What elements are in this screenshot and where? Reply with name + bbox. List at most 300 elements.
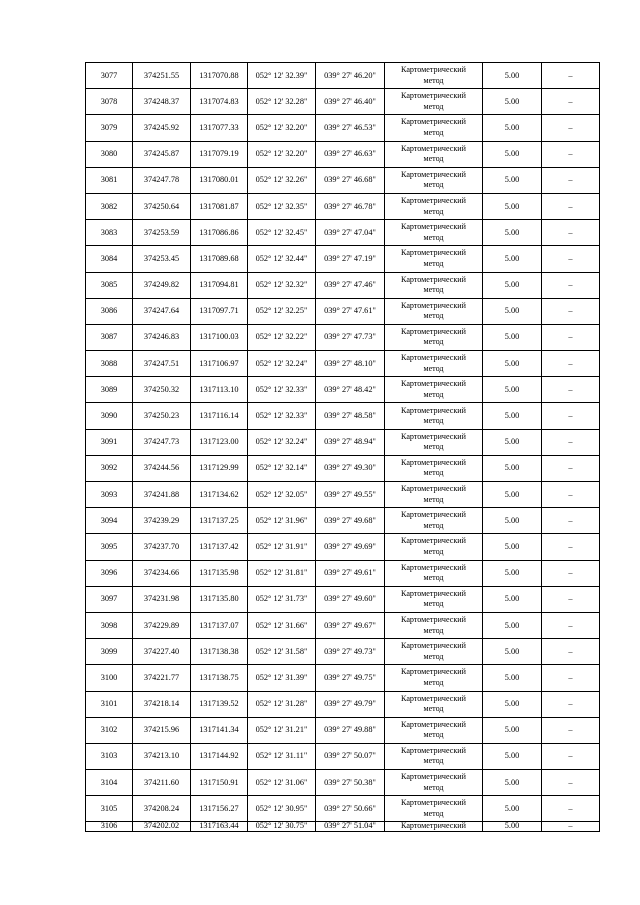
coord-x-cell: 374231.98 [133,586,191,612]
point-number-cell: 3102 [86,717,133,743]
accuracy-cell: 5.00 [483,822,542,832]
note-cell: – [542,429,600,455]
latitude-cell: 052° 12' 32.24" [248,351,316,377]
coord-x-cell: 374250.64 [133,193,191,219]
latitude-cell: 052° 12' 31.28" [248,691,316,717]
accuracy-cell: 5.00 [483,246,542,272]
method-cell [385,534,483,560]
coord-x-cell: 374250.23 [133,403,191,429]
coord-y-cell: 1317139.52 [191,691,248,717]
accuracy-cell: 5.00 [483,115,542,141]
coord-x-cell: 374248.37 [133,89,191,115]
method-line: Картометрический [401,196,466,206]
coord-y-cell: 1317135.80 [191,586,248,612]
method-line: метод [423,782,444,792]
latitude-cell: 052° 12' 31.21" [248,717,316,743]
latitude-cell: 052° 12' 32.33" [248,403,316,429]
accuracy-cell: 5.00 [483,193,542,219]
method-cell [385,508,483,534]
accuracy-cell: 5.00 [483,717,542,743]
note-cell: – [542,272,600,298]
table-row [86,455,600,481]
latitude-cell: 052° 12' 32.35" [248,193,316,219]
point-number-cell: 3084 [86,246,133,272]
table-row [86,63,600,89]
coord-y-cell: 1317137.07 [191,612,248,638]
method-cell [385,89,483,115]
table-row [86,324,600,350]
point-number-cell: 3104 [86,770,133,796]
point-number-cell: 3091 [86,429,133,455]
note-cell: – [542,167,600,193]
latitude-cell: 052° 12' 31.96" [248,508,316,534]
method-line: метод [423,651,444,661]
method-line: метод [423,416,444,426]
table-row [86,691,600,717]
longitude-cell: 039° 27' 49.60" [316,586,385,612]
accuracy-cell: 5.00 [483,220,542,246]
method-cell [385,796,483,822]
longitude-cell: 039° 27' 47.73" [316,324,385,350]
coord-x-cell: 374253.59 [133,220,191,246]
method-line: метод [423,442,444,452]
longitude-cell: 039° 27' 47.04" [316,220,385,246]
point-number-cell: 3097 [86,586,133,612]
coord-y-cell: 1317089.68 [191,246,248,272]
accuracy-cell: 5.00 [483,770,542,796]
method-cell [385,403,483,429]
longitude-cell: 039° 27' 46.63" [316,141,385,167]
longitude-cell: 039° 27' 46.20" [316,63,385,89]
coord-y-cell: 1317079.19 [191,141,248,167]
note-cell: – [542,560,600,586]
note-cell: – [542,351,600,377]
method-line: Картометрический [401,169,466,179]
accuracy-cell: 5.00 [483,403,542,429]
coord-y-cell: 1317141.34 [191,717,248,743]
latitude-cell: 052° 12' 32.32" [248,272,316,298]
table-row [86,743,600,769]
method-line: метод [423,258,444,268]
coord-x-cell: 374239.29 [133,508,191,534]
coord-y-cell: 1317138.75 [191,665,248,691]
latitude-cell: 052° 12' 32.20" [248,141,316,167]
method-cell [385,167,483,193]
method-line: метод [423,337,444,347]
accuracy-cell: 5.00 [483,612,542,638]
accuracy-cell: 5.00 [483,63,542,89]
accuracy-cell: 5.00 [483,324,542,350]
coord-x-cell: 374253.45 [133,246,191,272]
coord-x-cell: 374213.10 [133,743,191,769]
longitude-cell: 039° 27' 47.19" [316,246,385,272]
point-number-cell: 3105 [86,796,133,822]
note-cell: – [542,455,600,481]
method-cell [385,115,483,141]
coord-y-cell: 1317106.97 [191,351,248,377]
note-cell: – [542,89,600,115]
method-cell [385,586,483,612]
method-line: Картометрический [401,353,466,363]
longitude-cell: 039° 27' 49.67" [316,612,385,638]
note-cell: – [542,770,600,796]
coord-x-cell: 374227.40 [133,639,191,665]
note-cell: – [542,717,600,743]
method-line: Картометрический [401,457,466,467]
latitude-cell: 052° 12' 32.25" [248,298,316,324]
longitude-cell: 039° 27' 49.55" [316,482,385,508]
method-line: метод [423,285,444,295]
method-line: Картометрический [401,821,466,831]
method-cell [385,612,483,638]
method-line: метод [423,206,444,216]
method-cell [385,455,483,481]
method-line: Картометрический [401,274,466,284]
method-cell [385,482,483,508]
latitude-cell: 052° 12' 32.14" [248,455,316,481]
note-cell: – [542,63,600,89]
longitude-cell: 039° 27' 48.58" [316,403,385,429]
method-line: метод [423,154,444,164]
table-row [86,193,600,219]
coord-x-cell: 374245.87 [133,141,191,167]
note-cell: – [542,665,600,691]
coord-y-cell: 1317116.14 [191,403,248,429]
accuracy-cell: 5.00 [483,377,542,403]
accuracy-cell: 5.00 [483,796,542,822]
latitude-cell: 052° 12' 32.22" [248,324,316,350]
note-cell: – [542,141,600,167]
method-line: метод [423,101,444,111]
coord-y-cell: 1317094.81 [191,272,248,298]
point-number-cell: 3092 [86,455,133,481]
note-cell: – [542,639,600,665]
table-row [86,89,600,115]
method-line: метод [423,468,444,478]
method-line: Картометрический [401,405,466,415]
table-row [86,560,600,586]
method-line: Картометрический [401,667,466,677]
table-row [86,586,600,612]
method-line: метод [423,494,444,504]
method-line: метод [423,311,444,321]
coord-y-cell: 1317150.91 [191,770,248,796]
point-number-cell: 3098 [86,612,133,638]
method-line: Картометрический [401,143,466,153]
method-line: Картометрический [401,117,466,127]
table-row [86,246,600,272]
coord-y-cell: 1317074.83 [191,89,248,115]
coord-x-cell: 374251.55 [133,63,191,89]
coord-y-cell: 1317135.98 [191,560,248,586]
method-line: Картометрический [401,641,466,651]
coord-x-cell: 374229.89 [133,612,191,638]
note-cell: – [542,796,600,822]
point-number-cell: 3100 [86,665,133,691]
method-line: метод [423,363,444,373]
coord-y-cell: 1317113.10 [191,377,248,403]
table-row [86,534,600,560]
method-line: Картометрический [401,536,466,546]
latitude-cell: 052° 12' 32.24" [248,429,316,455]
coord-x-cell: 374245.92 [133,115,191,141]
longitude-cell: 039° 27' 49.30" [316,455,385,481]
coord-y-cell: 1317129.99 [191,455,248,481]
point-number-cell: 3106 [86,822,133,832]
method-line: Картометрический [401,326,466,336]
table-row [86,141,600,167]
coord-x-cell: 374241.88 [133,482,191,508]
longitude-cell: 039° 27' 48.42" [316,377,385,403]
point-number-cell: 3080 [86,141,133,167]
accuracy-cell: 5.00 [483,298,542,324]
method-line: метод [423,677,444,687]
method-line: метод [423,127,444,137]
table-row [86,220,600,246]
method-cell [385,743,483,769]
accuracy-cell: 5.00 [483,455,542,481]
coord-x-cell: 374247.51 [133,351,191,377]
note-cell: – [542,743,600,769]
point-number-cell: 3078 [86,89,133,115]
table-row [86,482,600,508]
point-number-cell: 3103 [86,743,133,769]
method-line: Картометрический [401,615,466,625]
method-cell [385,429,483,455]
table-row [86,508,600,534]
latitude-cell: 052° 12' 31.11" [248,743,316,769]
method-cell [385,141,483,167]
longitude-cell: 039° 27' 49.73" [316,639,385,665]
point-number-cell: 3096 [86,560,133,586]
longitude-cell: 039° 27' 49.88" [316,717,385,743]
table-row [86,796,600,822]
method-line: Картометрический [401,510,466,520]
coord-y-cell: 1317137.25 [191,508,248,534]
coord-x-cell: 374247.64 [133,298,191,324]
method-line: Картометрический [401,91,466,101]
method-cell [385,272,483,298]
longitude-cell: 039° 27' 49.61" [316,560,385,586]
note-cell: – [542,822,600,832]
latitude-cell: 052° 12' 31.58" [248,639,316,665]
table-row [86,639,600,665]
longitude-cell: 039° 27' 49.69" [316,534,385,560]
table-row [86,167,600,193]
table-row [86,717,600,743]
latitude-cell: 052° 12' 32.28" [248,89,316,115]
method-line: метод [423,232,444,242]
accuracy-cell: 5.00 [483,534,542,560]
coord-y-cell: 1317081.87 [191,193,248,219]
latitude-cell: 052° 12' 32.44" [248,246,316,272]
note-cell: – [542,298,600,324]
method-line: Картометрический [401,65,466,75]
accuracy-cell: 5.00 [483,508,542,534]
latitude-cell: 052° 12' 31.06" [248,770,316,796]
point-number-cell: 3095 [86,534,133,560]
point-number-cell: 3085 [86,272,133,298]
point-number-cell: 3093 [86,482,133,508]
coord-y-cell: 1317134.62 [191,482,248,508]
table-row [86,822,600,832]
longitude-cell: 039° 27' 51.04" [316,822,385,832]
latitude-cell: 052° 12' 32.45" [248,220,316,246]
accuracy-cell: 5.00 [483,89,542,115]
coord-x-cell: 374247.78 [133,167,191,193]
latitude-cell: 052° 12' 30.75" [248,822,316,832]
method-cell [385,193,483,219]
note-cell: – [542,508,600,534]
document-page [85,62,599,832]
longitude-cell: 039° 27' 46.68" [316,167,385,193]
table-row [86,770,600,796]
point-number-cell: 3088 [86,351,133,377]
method-line: Картометрический [401,719,466,729]
method-line: метод [423,756,444,766]
table-row [86,665,600,691]
method-line: метод [423,389,444,399]
coord-x-cell: 374244.56 [133,455,191,481]
longitude-cell: 039° 27' 47.61" [316,298,385,324]
latitude-cell: 052° 12' 32.26" [248,167,316,193]
accuracy-cell: 5.00 [483,665,542,691]
method-line: Картометрический [401,300,466,310]
method-line: Картометрический [401,745,466,755]
method-cell [385,770,483,796]
latitude-cell: 052° 12' 32.39" [248,63,316,89]
table-row [86,377,600,403]
table-row [86,351,600,377]
longitude-cell: 039° 27' 50.66" [316,796,385,822]
coord-x-cell: 374218.14 [133,691,191,717]
coord-y-cell: 1317138.38 [191,639,248,665]
point-number-cell: 3083 [86,220,133,246]
note-cell: – [542,612,600,638]
latitude-cell: 052° 12' 32.20" [248,115,316,141]
longitude-cell: 039° 27' 49.68" [316,508,385,534]
coord-y-cell: 1317156.27 [191,796,248,822]
longitude-cell: 039° 27' 46.78" [316,193,385,219]
method-cell [385,665,483,691]
method-line: метод [423,730,444,740]
note-cell: – [542,115,600,141]
method-cell [385,63,483,89]
method-line: метод [423,808,444,818]
coord-x-cell: 374246.83 [133,324,191,350]
accuracy-cell: 5.00 [483,560,542,586]
method-line: Картометрический [401,772,466,782]
point-number-cell: 3087 [86,324,133,350]
method-cell [385,639,483,665]
coord-y-cell: 1317137.42 [191,534,248,560]
point-number-cell: 3094 [86,508,133,534]
coord-x-cell: 374211.60 [133,770,191,796]
coord-y-cell: 1317144.92 [191,743,248,769]
coord-x-cell: 374237.70 [133,534,191,560]
method-line: Картометрический [401,484,466,494]
coord-x-cell: 374208.24 [133,796,191,822]
note-cell: – [542,534,600,560]
latitude-cell: 052° 12' 31.39" [248,665,316,691]
accuracy-cell: 5.00 [483,167,542,193]
latitude-cell: 052° 12' 31.66" [248,612,316,638]
coord-y-cell: 1317080.01 [191,167,248,193]
method-cell [385,246,483,272]
note-cell: – [542,691,600,717]
method-line: метод [423,546,444,556]
method-line: метод [423,599,444,609]
method-cell [385,220,483,246]
table-row [86,403,600,429]
note-cell: – [542,377,600,403]
coord-y-cell: 1317086.86 [191,220,248,246]
point-number-cell: 3099 [86,639,133,665]
longitude-cell: 039° 27' 46.40" [316,89,385,115]
coord-x-cell: 374249.82 [133,272,191,298]
coord-x-cell: 374234.66 [133,560,191,586]
method-line: Картометрический [401,431,466,441]
longitude-cell: 039° 27' 49.75" [316,665,385,691]
method-line: метод [423,180,444,190]
coord-x-cell: 374215.96 [133,717,191,743]
accuracy-cell: 5.00 [483,429,542,455]
coord-x-cell: 374250.32 [133,377,191,403]
method-cell [385,691,483,717]
method-line: метод [423,625,444,635]
note-cell: – [542,403,600,429]
longitude-cell: 039° 27' 47.46" [316,272,385,298]
table-row [86,115,600,141]
note-cell: – [542,220,600,246]
note-cell: – [542,246,600,272]
point-number-cell: 3082 [86,193,133,219]
method-line: метод [423,75,444,85]
note-cell: – [542,482,600,508]
table-row [86,272,600,298]
method-line: Картометрический [401,798,466,808]
method-cell [385,298,483,324]
coord-y-cell: 1317100.03 [191,324,248,350]
accuracy-cell: 5.00 [483,743,542,769]
accuracy-cell: 5.00 [483,691,542,717]
latitude-cell: 052° 12' 30.95" [248,796,316,822]
method-cell [385,560,483,586]
table-row [86,612,600,638]
accuracy-cell: 5.00 [483,272,542,298]
latitude-cell: 052° 12' 32.33" [248,377,316,403]
method-line: Картометрический [401,693,466,703]
method-cell [385,351,483,377]
latitude-cell: 052° 12' 31.73" [248,586,316,612]
coord-y-cell: 1317077.33 [191,115,248,141]
method-cell [385,324,483,350]
method-line: метод [423,573,444,583]
accuracy-cell: 5.00 [483,639,542,665]
method-cell [385,717,483,743]
accuracy-cell: 5.00 [483,141,542,167]
coord-x-cell: 374247.73 [133,429,191,455]
table-row [86,298,600,324]
longitude-cell: 039° 27' 48.94" [316,429,385,455]
method-line: Картометрический [401,248,466,258]
latitude-cell: 052° 12' 32.05" [248,482,316,508]
coord-y-cell: 1317123.00 [191,429,248,455]
method-line: метод [423,520,444,530]
note-cell: – [542,324,600,350]
method-cell [385,377,483,403]
longitude-cell: 039° 27' 49.79" [316,691,385,717]
